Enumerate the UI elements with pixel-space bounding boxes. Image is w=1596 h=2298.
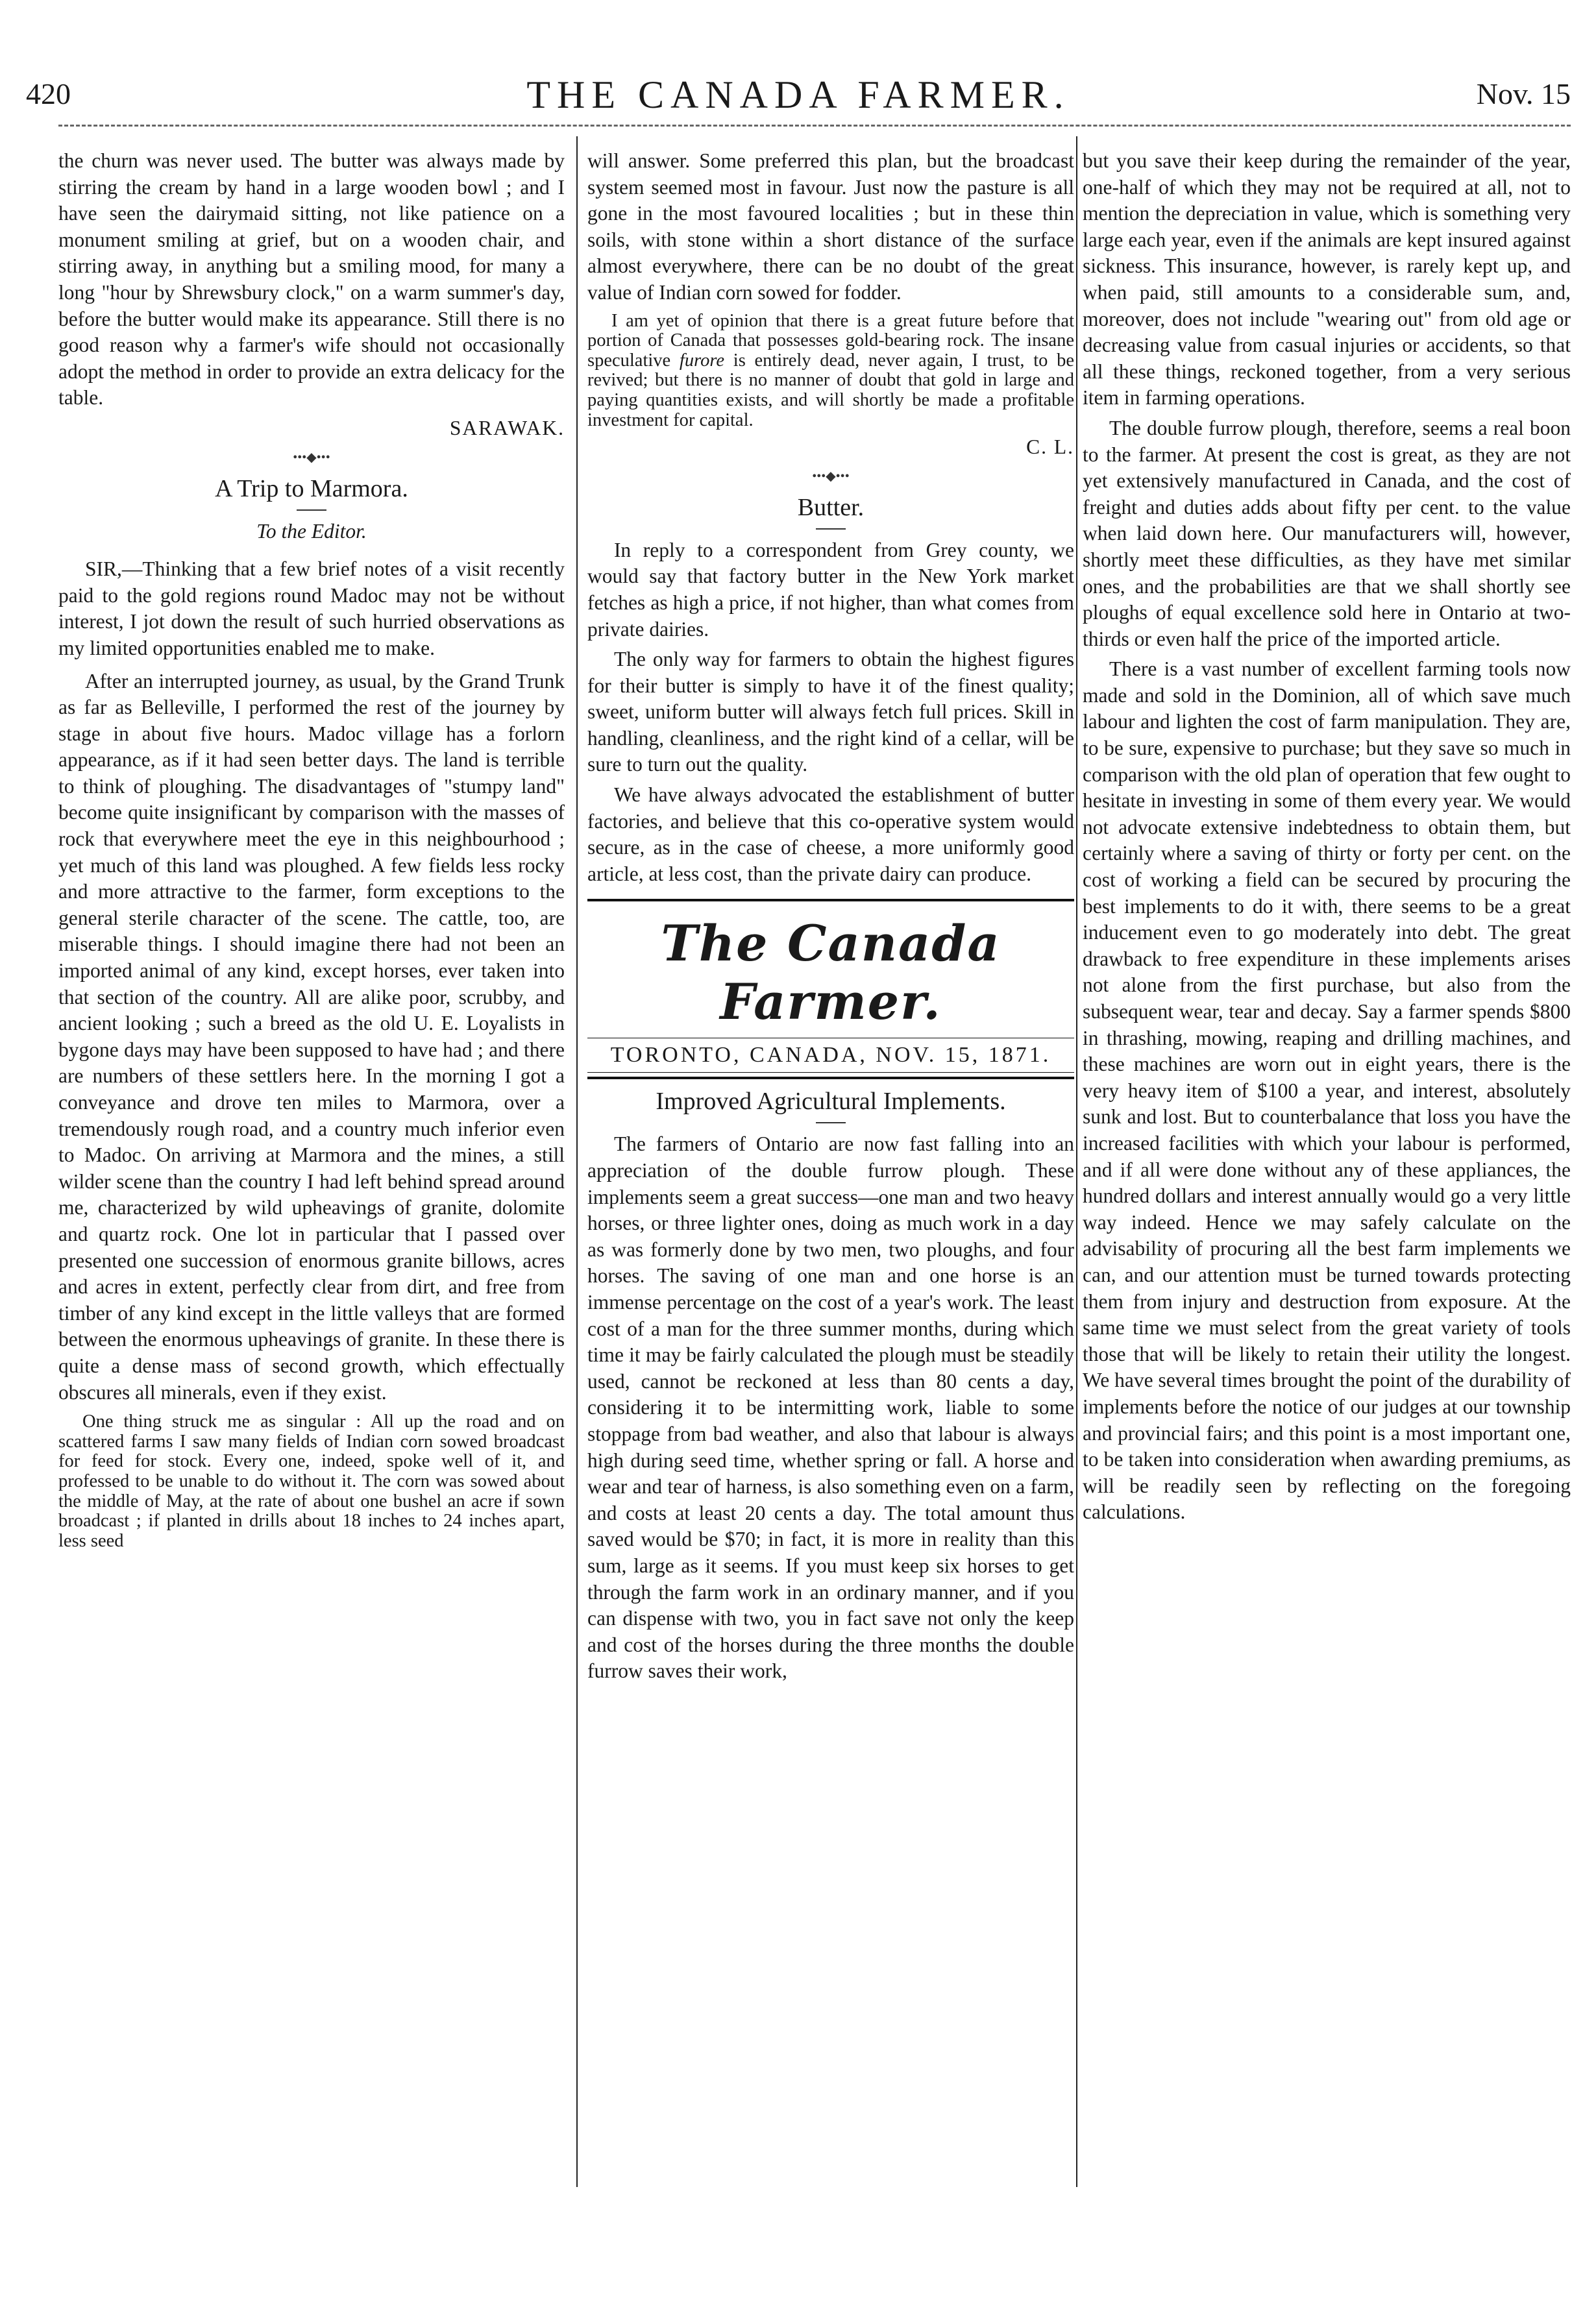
article-text: The only way for farmers to obtain the highest figures for their butter is simply to have it of the finest quality; sweet, uniform butter will always fetch full prices. Skill in handling, cleanliness, and the right kind of a cellar, will be sure to turn out the quality. [587, 648, 1074, 776]
column-3 [1083, 148, 1571, 1526]
ornament-divider: •••◆••• [293, 450, 330, 465]
page-number: 420 [26, 77, 71, 110]
article-text: In reply to a correspondent from Grey county, we would say that factory butter in the New York market fetches as high a price, if not higher, than what comes from private dairies. [587, 538, 1074, 641]
article-text: I am yet of opinion that there is a great future before that portion of Canada that possesses gold-bearing rock. The insane speculative furore is entirely dead, never again, I trust, to be revived; but there is no manner of doubt that gold in large and paying quantities exists, and will shortly be made a profitable investment for capital. [587, 310, 1074, 430]
page-header [26, 73, 1571, 116]
column-1 [58, 148, 565, 1551]
article-heading: A Trip to Marmora. [215, 474, 408, 502]
masthead-rule [587, 1077, 1074, 1079]
heading-rule [816, 528, 846, 530]
article-text: After an interrupted journey, as usual, by the Grand Trunk as far as Belleville, I performed the rest of the journey by stage in about five hours. Madoc village has a forlorn appearance, as if it had seen better days. The land is terrible to think of ploughing. The disadvantages of "stumpy land" become quite insignificant by comparison with the masses of rock that everywhere meet the eye in this neighbourhood ; yet much of this land was ploughed. A few fields less rocky and more attractive to the farmer, form exceptions to the general sterile character of the scene. The cattle, too, are miserable things. I should imagine there had not been an imported animal of any kind, except horses, ever taken into that section of the country. All are alike poor, scrubby, and ancient looking ; such a breed as the old U. E. Loyalists in bygone days may have been supposed to have had ; and there are numbers of these settlers here. In the morning I got a conveyance and drove ten miles to Marmora, over a tremendously rough road, and a country much inferior even to Madoc. On arriving at Marmora and the mines, a still wilder scene than the country I had left behind spread around me, characterized by wild upheavings of granite, dolomite and quartz rock. One lot in particular that I passed over presented one succession of enormous granite billows, acres and acres in extent, perfectly clear from dirt, and free from timber of any kind except in the little valleys that are formed between the enormous upheavings of granite. In these there is quite a dense mass of second growth, which effectually obscures all minerals, even if they exist. [58, 669, 565, 1404]
signature: C. L. [1026, 435, 1074, 459]
article-text: The double furrow plough, therefore, seems a real boon to the farmer. At present the cost is great, as they are not yet extensively manufactured in Canada, and the cost of freight and duties adds about fifty per cent. to the value when laid down here. Our manufacturers will, however, shortly meet these difficulties, as they have met similar ones, and the probabilities are that we shall shortly see ploughs of equal excellence sold here in Ontario at two-thirds or even half the price of the imported article. [1083, 416, 1571, 650]
running-title: THE CANADA FARMER. [526, 73, 1070, 116]
article-text: but you save their keep during the remainder of the year, one-half of which they may not be required at all, not to mention the depreciation in value, which is something very large each year, even if the animals are kept insured against sickness. This insurance, however, is rarely kept up, and when paid, still amounts to a considerable sum, and, moreover, does not include "wearing out" from old age or decreasing value from casual injuries or accidents, so that all these things, reckoned together, from a very serious item in farming operations. [1083, 149, 1571, 409]
article-text: SIR,—Thinking that a few brief notes of a visit recently paid to the gold regions round Madoc may not be without interest, I jot down the result of such hurried observations as my limited opportunities enabled me to make. [58, 557, 565, 659]
article-text: The farmers of Ontario are now fast falling into an appreciation of the double furrow plough. These implements seem a great success—one man and two heavy horses, or three lighter ones, doing as much work in a day as was formerly done by two men, two ploughs, and four horses. The saving of one man and one horse is an immense percentage on the cost of a year's work. The least cost of a man for the three summer months, during which time it may be fairly calculated the plough must be steadily used, cannot be reckoned at less than 80 cents a day, considering it to be intermitting work, liable to some stoppage from bad weather, and also that labour is always high during seed time, whether spring or fall. A horse and wear and tear of harness, is also something even on a farm, and costs at least 20 cents a day. The total amount thus saved would be $70; in fact, it is more in reality than this sum, large as it seems. If you must keep six horses to get through the farm work in an ordinary manner, and if you can dispense with two, you in fact save not only the keep and cost of the horses during the three months the double furrow saves their work, [587, 1132, 1074, 1683]
ornament-divider: •••◆••• [812, 469, 850, 483]
article-heading: Butter. [797, 493, 865, 521]
article-text: We have always advocated the establishment of butter factories, and believe that this co-operative system would secure, as in the case of cheese, a more uniformly good article, at less cost, than the private dairy can produce. [587, 783, 1074, 885]
heading-rule [297, 509, 326, 511]
issue-date: Nov. 15 [1476, 77, 1571, 110]
salutation: To the Editor. [256, 519, 367, 543]
signature: SARAWAK. [449, 416, 565, 439]
article-text: There is a vast number of excellent farming tools now made and sold in the Dominion, all of which save much labour and lighten the cost of farm manipulation. They are, to be sure, expensive to purchase; but they save so much in comparison with the old plan of operation that few ought to hesitate in investing in some of them every year. We would not advocate extensive indebtedness to obtain them, but certainly where a saving of thirty or forty per cent. on the cost of working a field can be secured by procuring the best implements to do it with, there seems to be a great inducement even to go moderately into debt. The great drawback to free expenditure in these implements arises not alone from the first purchase, but also from the subsequent wear, tear and decay. Say a farmer spends $800 in thrashing, mowing, reaping and drilling machines, and these machines are worn out in eight years, there is the very heavy item of $100 a year, and interest, absolutely sunk and lost. But to counterbalance that loss you have the increased facilities with which your labour is performed, and if all were done without any of these appliances, the hundred dollars and interest annually would go a very little way indeed. Hence we may safely calculate on the advisability of procuring all the best farm implements we can, and our attention must be turned towards protecting them from injury and destruction from exposure. At the same time we must select from the great variety of tools those that will be likely to retain their utility the longest. We have several times brought the point of the durability of implements before the notice of our judges at our township and provincial fairs; and this point is a most important one, to be taken into consideration when awarding premiums, as will be readily seen by reflecting on the foregoing calculations. [1083, 657, 1571, 1524]
masthead-rule [587, 899, 1074, 901]
masthead-rule [587, 1072, 1074, 1073]
article-text: will answer. Some preferred this plan, but the broadcast system seemed most in favour. Just now the pasture is all gone in the most favoured localities ; but in these thin soils, with stone within a short distance of the surface almost everywhere, there can be no doubt of the great value of Indian corn sowed for fodder. [587, 149, 1074, 304]
column-rule-1 [576, 136, 578, 2187]
article-text: One thing struck me as singular : All up the road and on scattered farms I saw many fields of Indian corn sowed broadcast for feed for stock. Every one, indeed, spoke well of it, and professed to be unable to do without it. The corn was sowed about the middle of May, at the rate of about one bushel an acre if sown broadcast ; if planted in drills about 18 inches to 24 inches apart, less seed [58, 1412, 565, 1551]
article-heading: Improved Agricultural Implements. [656, 1088, 1006, 1116]
column-rule-2 [1076, 136, 1077, 2187]
column-2 [587, 148, 1074, 1685]
article-text: the churn was never used. The butter was always made by stirring the cream by hand in a large wooden bowl ; and I have seen the dairymaid sitting, not like patience on a monument smiling at grief, but on a wooden chair, and stirring away, in anything but a smiling mood, for many a long "hour by Shrewsbury clock," on a warm summer's day, before the butter would make its appearance. Still there is no good reason why a farmer's wife should not occasionally adopt the method in order to provide an extra delicacy for the table. [58, 149, 565, 409]
header-rule [58, 125, 1571, 127]
masthead-title: The Canada Farmer. [661, 914, 1001, 1031]
masthead-dateline: TORONTO, CANADA, NOV. 15, 1871. [610, 1043, 1051, 1068]
heading-rule [816, 1122, 846, 1123]
